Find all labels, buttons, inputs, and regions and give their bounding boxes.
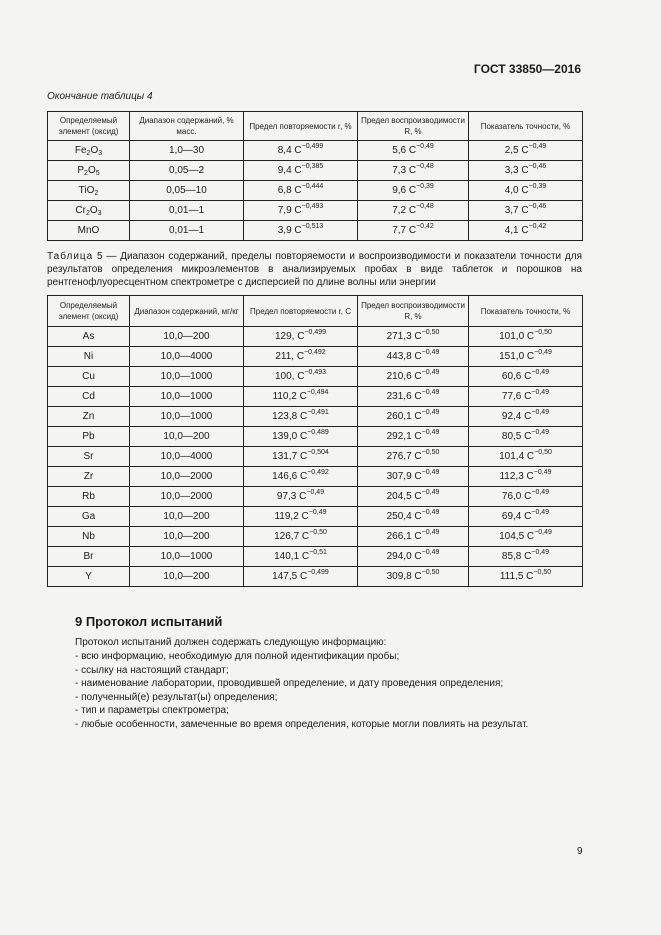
accuracy-cell [469, 567, 583, 587]
repeatability-cell-exponent: −0,499 [307, 569, 329, 576]
accuracy-cell [469, 407, 583, 427]
oxide-subscript: 2 [85, 210, 90, 217]
repeatability-cell-exponent: −0,51 [309, 549, 327, 556]
table4 [47, 111, 583, 241]
accuracy-cell [469, 447, 583, 467]
accuracy-cell [469, 387, 583, 407]
reproducibility-cell-exponent: −0,49 [421, 529, 440, 536]
range-cell: 10,0—200 [130, 567, 244, 587]
reproducibility-cell-exponent: −0,49 [421, 509, 440, 516]
table5-header-cell: Предел воспроизводимости R, % [358, 296, 469, 327]
accuracy-cell [469, 221, 583, 241]
reproducibility-cell [358, 547, 469, 567]
oxide-symbol: O [87, 165, 96, 176]
repeatability-cell [244, 347, 358, 367]
range-cell: 10,0—2000 [130, 487, 244, 507]
reproducibility-cell-exponent: −0,48 [416, 163, 434, 170]
repeatability-cell [244, 547, 358, 567]
accuracy-cell-base: 60,6 C [501, 371, 532, 382]
accuracy-cell-exponent: −0,49 [531, 369, 550, 376]
list-item: - любые особенности, замеченные во время определения, которые могли повлиять на результат. [75, 718, 528, 732]
reproducibility-cell-base: 7,7 C [392, 225, 417, 236]
reproducibility-cell-exponent: −0,49 [421, 429, 440, 436]
repeatability-cell-base: 97,3 C [276, 491, 307, 502]
repeatability-cell-exponent: −0,513 [301, 223, 324, 230]
table5-header-cell: Предел повторяемости r, C [244, 296, 358, 327]
element-cell: Pb [48, 427, 130, 447]
accuracy-cell [469, 487, 583, 507]
accuracy-cell-base: 77,6 C [501, 391, 532, 402]
repeatability-cell-exponent: −0,50 [309, 529, 327, 536]
accuracy-cell-exponent: −0,42 [528, 223, 547, 230]
range-cell: 1,0—30 [130, 141, 244, 161]
repeatability-cell [244, 161, 358, 181]
repeatability-cell [244, 527, 358, 547]
reproducibility-cell [358, 141, 469, 161]
table-row [48, 407, 583, 427]
accuracy-cell-exponent: −0,49 [534, 529, 552, 536]
element-cell: Ni [48, 347, 130, 367]
accuracy-cell-exponent: −0,50 [534, 449, 552, 456]
accuracy-cell-exponent: −0,49 [528, 143, 547, 150]
repeatability-cell-exponent: −0,493 [304, 369, 327, 376]
reproducibility-cell-base: 266,1 C [386, 531, 422, 542]
table-row [48, 527, 583, 547]
repeatability-cell [244, 181, 358, 201]
element-cell: Nb [48, 527, 130, 547]
element-cell: Sr [48, 447, 130, 467]
reproducibility-cell-exponent: −0,49 [421, 369, 440, 376]
table5-caption [47, 250, 582, 289]
section-intro: Протокол испытаний должен содержать следующую информацию: [75, 637, 387, 648]
table5-header-cell: Диапазон содержаний, мг/кг [130, 296, 244, 327]
oxide-symbol: Fe [74, 145, 87, 156]
range-cell: 10,0—4000 [130, 447, 244, 467]
table-row [48, 447, 583, 467]
accuracy-cell-base: 112,3 C [499, 471, 534, 482]
table-row [48, 547, 583, 567]
repeatability-cell-base: 140,1 C [274, 551, 310, 562]
element-cell: Cd [48, 387, 130, 407]
repeatability-cell-base: 119,2 C [274, 511, 309, 522]
accuracy-cell-exponent: −0,50 [534, 329, 552, 336]
reproducibility-cell-exponent: −0,49 [421, 349, 440, 356]
reproducibility-cell-base: 292,1 C [386, 431, 422, 442]
accuracy-cell [469, 347, 583, 367]
table-row [48, 141, 583, 161]
accuracy-cell-base: 101,0 C [499, 331, 535, 342]
repeatability-cell-exponent: −0,491 [307, 409, 329, 416]
oxide-symbol: MnO [77, 225, 100, 236]
reproducibility-cell-base: 204,5 C [386, 491, 422, 502]
repeatability-cell [244, 221, 358, 241]
reproducibility-cell-base: 307,9 C [386, 471, 422, 482]
repeatability-cell-exponent: −0,444 [301, 183, 324, 190]
oxide-symbol: TiO [78, 185, 95, 196]
accuracy-cell-base: 69,4 C [501, 511, 532, 522]
oxide-cell [48, 201, 130, 221]
reproducibility-cell [358, 201, 469, 221]
oxide-subscript: 3 [97, 210, 102, 217]
reproducibility-cell [358, 467, 469, 487]
table4-header-cell: Диапазон содержаний, % масс. [130, 112, 244, 141]
repeatability-cell-exponent: −0,493 [301, 203, 324, 210]
repeatability-cell [244, 201, 358, 221]
table5-header-row [48, 296, 583, 327]
table-row [48, 161, 583, 181]
section-title: 9 Протокол испытаний [75, 614, 223, 629]
repeatability-cell-exponent: −0,49 [306, 489, 325, 496]
repeatability-cell-base: 146,6 C [272, 471, 308, 482]
reproducibility-cell-base: 7,2 C [392, 205, 417, 216]
accuracy-cell-base: 4,0 C [504, 185, 529, 196]
reproducibility-cell-base: 5,6 C [392, 145, 417, 156]
reproducibility-cell-base: 260,1 C [386, 411, 422, 422]
reproducibility-cell-base: 294,0 C [386, 551, 422, 562]
accuracy-cell [469, 367, 583, 387]
table4-header-cell: Показатель точности, % [469, 112, 583, 141]
reproducibility-cell [358, 367, 469, 387]
reproducibility-cell-base: 309,8 C [386, 571, 422, 582]
table5-caption-text: 5 — Диапазон содержаний, пределы повторяемости и воспроизводимости и показатели точности для результатов определения микроэлементов в анализируемых пробах в виде таблеток и порошков на рентгенофлуоресцентном спектрометре с дисперсией по длине волны или энергии [47, 251, 583, 288]
accuracy-cell-exponent: −0,49 [531, 509, 550, 516]
accuracy-cell-base: 80,5 C [501, 431, 532, 442]
reproducibility-cell-exponent: −0,50 [421, 329, 440, 336]
repeatability-cell-base: 211, C [275, 351, 305, 362]
repeatability-cell-exponent: −0,49 [308, 509, 327, 516]
list-item: - наименование лаборатории, проводившей определение, и дату проведения определения; [75, 677, 528, 691]
accuracy-cell-exponent: −0,49 [531, 549, 550, 556]
repeatability-cell-exponent: −0,499 [304, 329, 327, 336]
range-cell: 10,0—2000 [130, 467, 244, 487]
accuracy-cell-base: 104,5 C [499, 531, 535, 542]
range-cell: 10,0—200 [130, 427, 244, 447]
reproducibility-cell [358, 161, 469, 181]
accuracy-cell-base: 3,3 C [504, 165, 529, 176]
oxide-subscript: 3 [98, 150, 103, 157]
element-cell: Ga [48, 507, 130, 527]
repeatability-cell-base: 131,7 C [272, 451, 308, 462]
table-row [48, 427, 583, 447]
repeatability-cell-base: 7,9 C [277, 205, 302, 216]
table5 [47, 295, 583, 587]
accuracy-cell [469, 507, 583, 527]
accuracy-cell-exponent: −0,46 [528, 163, 547, 170]
range-cell: 10,0—1000 [130, 407, 244, 427]
repeatability-cell-base: 3,9 C [277, 225, 302, 236]
range-cell: 10,0—1000 [130, 367, 244, 387]
reproducibility-cell-base: 231,6 C [386, 391, 422, 402]
repeatability-cell-exponent: −0,494 [306, 389, 329, 396]
repeatability-cell [244, 567, 358, 587]
table4-header-row [48, 112, 583, 141]
repeatability-cell [244, 367, 358, 387]
oxide-cell [48, 181, 130, 201]
oxide-cell [48, 161, 130, 181]
repeatability-cell-base: 100, C [274, 371, 305, 382]
reproducibility-cell [358, 567, 469, 587]
standard-number: ГОСТ 33850—2016 [473, 62, 581, 76]
reproducibility-cell-exponent: −0,49 [416, 143, 434, 150]
table4-header-cell: Определяемый элемент (оксид) [48, 112, 130, 141]
repeatability-cell-base: 147,5 C [272, 571, 308, 582]
accuracy-cell-exponent: −0,49 [531, 489, 550, 496]
reproducibility-cell [358, 527, 469, 547]
element-cell: Rb [48, 487, 130, 507]
accuracy-cell [469, 427, 583, 447]
reproducibility-cell-base: 271,3 C [386, 331, 422, 342]
accuracy-cell-exponent: −0,49 [534, 349, 552, 356]
reproducibility-cell-exponent: −0,49 [421, 549, 440, 556]
accuracy-cell-exponent: −0,39 [528, 183, 547, 190]
repeatability-cell [244, 407, 358, 427]
repeatability-cell [244, 141, 358, 161]
oxide-subscript: 5 [95, 170, 100, 177]
repeatability-cell-base: 110,2 C [272, 391, 307, 402]
reproducibility-cell-exponent: −0,49 [421, 409, 440, 416]
accuracy-cell [469, 327, 583, 347]
reproducibility-cell [358, 181, 469, 201]
table4-header-cell: Предел воспроизводимости R, % [358, 112, 469, 141]
repeatability-cell [244, 327, 358, 347]
repeatability-cell [244, 427, 358, 447]
repeatability-cell-exponent: −0,504 [307, 449, 329, 456]
reproducibility-cell-exponent: −0,48 [416, 203, 434, 210]
repeatability-cell-base: 123,8 C [272, 411, 308, 422]
repeatability-cell-base: 8,4 C [277, 145, 302, 156]
element-cell: As [48, 327, 130, 347]
reproducibility-cell-base: 7,3 C [392, 165, 417, 176]
reproducibility-cell-exponent: −0,49 [421, 389, 440, 396]
table-row [48, 487, 583, 507]
range-cell: 10,0—200 [130, 507, 244, 527]
accuracy-cell-exponent: −0,50 [533, 569, 552, 576]
table-row [48, 467, 583, 487]
oxide-symbol: P [77, 165, 85, 176]
oxide-subscript: 2 [84, 170, 88, 177]
table-row [48, 347, 583, 367]
oxide-cell [48, 141, 130, 161]
element-cell: Cu [48, 367, 130, 387]
table-row [48, 327, 583, 347]
reproducibility-cell [358, 327, 469, 347]
reproducibility-cell-exponent: −0,50 [421, 569, 440, 576]
reproducibility-cell [358, 407, 469, 427]
range-cell: 10,0—4000 [130, 347, 244, 367]
accuracy-cell-base: 2,5 C [504, 145, 529, 156]
page-number: 9 [577, 846, 583, 857]
accuracy-cell-base: 151,0 C [499, 351, 535, 362]
element-cell: Y [48, 567, 130, 587]
table-row [48, 201, 583, 221]
repeatability-cell-exponent: −0,492 [307, 469, 329, 476]
accuracy-cell-exponent: −0,46 [528, 203, 547, 210]
reproducibility-cell-base: 210,6 C [386, 371, 422, 382]
table5-caption-label: Таблица [47, 251, 94, 262]
repeatability-cell-base: 139,0 C [272, 431, 308, 442]
oxide-symbol: Cr [75, 205, 86, 216]
table-row [48, 181, 583, 201]
reproducibility-cell [358, 387, 469, 407]
range-cell: 0,05—2 [130, 161, 244, 181]
reproducibility-cell-base: 250,4 C [386, 511, 422, 522]
repeatability-cell [244, 507, 358, 527]
range-cell: 10,0—1000 [130, 387, 244, 407]
accuracy-cell-base: 85,8 C [501, 551, 532, 562]
table4-caption: Окончание таблицы 4 [47, 91, 153, 102]
table4-header-cell: Предел повторяемости r, % [244, 112, 358, 141]
reproducibility-cell-base: 443,8 C [386, 351, 422, 362]
table-row [48, 367, 583, 387]
table-row [48, 507, 583, 527]
element-cell: Zn [48, 407, 130, 427]
accuracy-cell-base: 101,4 C [499, 451, 535, 462]
accuracy-cell-exponent: −0,49 [533, 469, 552, 476]
range-cell: 10,0—200 [130, 527, 244, 547]
reproducibility-cell-exponent: −0,42 [416, 223, 434, 230]
range-cell: 0,01—1 [130, 221, 244, 241]
accuracy-cell [469, 547, 583, 567]
accuracy-cell [469, 467, 583, 487]
list-item: - ссылку на настоящий стандарт; [75, 664, 528, 678]
range-cell: 10,0—200 [130, 327, 244, 347]
oxide-subscript: 2 [94, 190, 99, 197]
list-item: - полученный(е) результат(ы) определения; [75, 691, 528, 705]
repeatability-cell-base: 126,7 C [274, 531, 310, 542]
requirements-list [75, 650, 528, 732]
table-row [48, 567, 583, 587]
repeatability-cell-base: 129, C [274, 331, 305, 342]
accuracy-cell-exponent: −0,49 [531, 429, 550, 436]
repeatability-cell [244, 467, 358, 487]
list-item: - тип и параметры спектрометра; [75, 704, 528, 718]
accuracy-cell [469, 201, 583, 221]
accuracy-cell [469, 161, 583, 181]
accuracy-cell-exponent: −0,49 [531, 409, 550, 416]
range-cell: 0,05—10 [130, 181, 244, 201]
reproducibility-cell-exponent: −0,39 [416, 183, 434, 190]
accuracy-cell-exponent: −0,49 [531, 389, 550, 396]
element-cell: Br [48, 547, 130, 567]
reproducibility-cell-base: 276,7 C [386, 451, 422, 462]
accuracy-cell [469, 141, 583, 161]
reproducibility-cell [358, 507, 469, 527]
reproducibility-cell-exponent: −0,49 [421, 469, 440, 476]
accuracy-cell-base: 92,4 C [501, 411, 532, 422]
repeatability-cell-exponent: −0,489 [307, 429, 329, 436]
reproducibility-cell-base: 9,6 C [392, 185, 417, 196]
accuracy-cell-base: 111,5 C [499, 571, 534, 582]
range-cell: 0,01—1 [130, 201, 244, 221]
list-item: - всю информацию, необходимую для полной идентификации пробы; [75, 650, 528, 664]
table-row [48, 221, 583, 241]
accuracy-cell [469, 181, 583, 201]
reproducibility-cell [358, 347, 469, 367]
reproducibility-cell [358, 221, 469, 241]
repeatability-cell-base: 9,4 C [277, 165, 302, 176]
repeatability-cell [244, 447, 358, 467]
repeatability-cell-exponent: −0,492 [304, 349, 326, 356]
accuracy-cell-base: 76,0 C [501, 491, 532, 502]
table5-header-cell: Показатель точности, % [469, 296, 583, 327]
table5-header-cell: Определяемый элемент (оксид) [48, 296, 130, 327]
repeatability-cell-base: 6,8 C [277, 185, 302, 196]
range-cell: 10,0—1000 [130, 547, 244, 567]
oxide-symbol: O [90, 145, 99, 156]
reproducibility-cell [358, 487, 469, 507]
oxide-subscript: 2 [86, 150, 91, 157]
reproducibility-cell-exponent: −0,49 [421, 489, 440, 496]
reproducibility-cell-exponent: −0,50 [421, 449, 440, 456]
accuracy-cell-base: 4,1 C [504, 225, 529, 236]
repeatability-cell-exponent: −0,499 [301, 143, 324, 150]
repeatability-cell [244, 387, 358, 407]
element-cell: Zr [48, 467, 130, 487]
oxide-symbol: O [89, 205, 98, 216]
reproducibility-cell [358, 447, 469, 467]
oxide-cell [48, 221, 130, 241]
repeatability-cell-exponent: −0,385 [301, 163, 324, 170]
repeatability-cell [244, 487, 358, 507]
accuracy-cell-base: 3,7 C [504, 205, 529, 216]
table-row [48, 387, 583, 407]
accuracy-cell [469, 527, 583, 547]
reproducibility-cell [358, 427, 469, 447]
